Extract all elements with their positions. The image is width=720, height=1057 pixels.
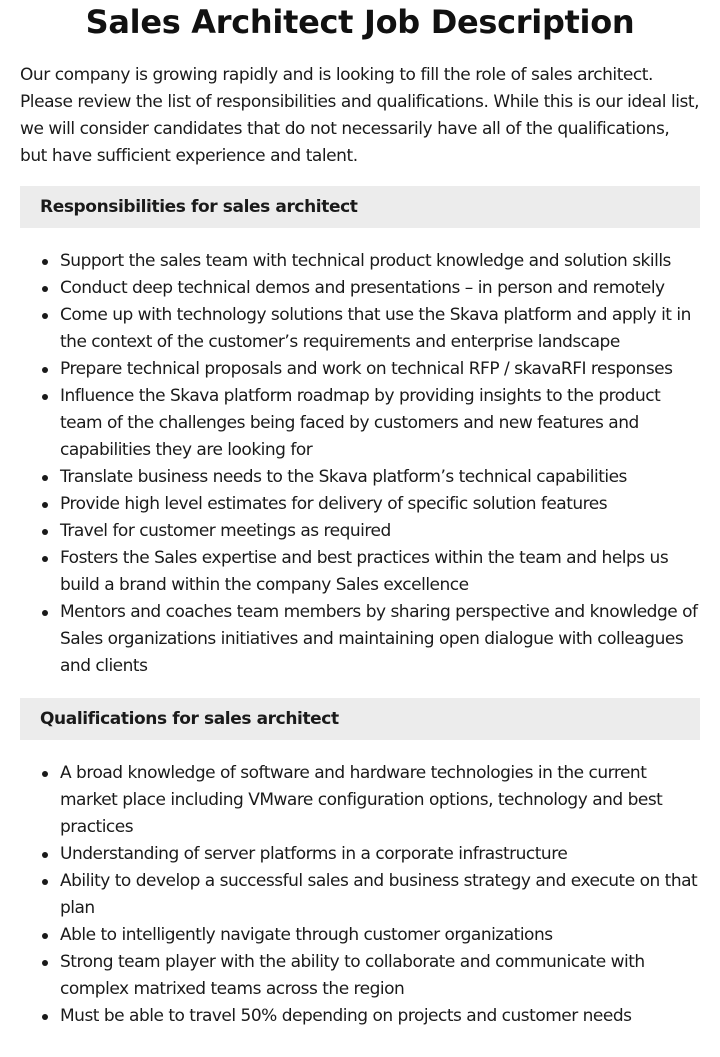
responsibilities-list <box>20 248 700 680</box>
list-item: Travel for customer meetings as required <box>60 518 700 545</box>
list-item: Conduct deep technical demos and presentations – in person and remotely <box>60 275 700 302</box>
list-item: Support the sales team with technical product knowledge and solution skills <box>60 248 700 275</box>
list-item: Come up with technology solutions that use the Skava platform and apply it in the context of the customer’s requirements and enterprise landscape <box>60 302 700 356</box>
qualifications-header <box>20 698 700 740</box>
qualifications-heading: Qualifications for sales architect <box>40 709 339 729</box>
intro-paragraph: Our company is growing rapidly and is looking to fill the role of sales architect. Please review the list of responsibilities and qualifications. While this is our ideal list, we will consider candidates that do not necessarily have all of the qualifications, but have sufficient experience and talent. <box>20 65 700 166</box>
list-item: Must be able to travel 50% depending on projects and customer needs <box>60 1003 700 1030</box>
list-item: Ability to develop a successful sales and business strategy and execute on that plan <box>60 868 700 922</box>
responsibilities-heading: Responsibilities for sales architect <box>40 197 358 217</box>
qualifications-list <box>20 760 700 1030</box>
list-item: Provide high level estimates for delivery of specific solution features <box>60 491 700 518</box>
list-item: Understanding of server platforms in a corporate infrastructure <box>60 841 700 868</box>
list-item: Influence the Skava platform roadmap by providing insights to the product team of the challenges being faced by customers and new features and capabilities they are looking for <box>60 383 700 464</box>
list-item: Prepare technical proposals and work on technical RFP / skavaRFI responses <box>60 356 700 383</box>
list-item: A broad knowledge of software and hardware technologies in the current market place including VMware configuration options, technology and best practices <box>60 760 700 841</box>
page-title: Sales Architect Job Description <box>85 3 635 41</box>
list-item: Strong team player with the ability to collaborate and communicate with complex matrixed teams across the region <box>60 949 700 1003</box>
responsibilities-section <box>20 186 700 680</box>
responsibilities-header <box>20 186 700 228</box>
list-item: Translate business needs to the Skava platform’s technical capabilities <box>60 464 700 491</box>
list-item: Fosters the Sales expertise and best practices within the team and helps us build a brand within the company Sales excellence <box>60 545 700 599</box>
list-item: Able to intelligently navigate through customer organizations <box>60 922 700 949</box>
qualifications-section <box>20 698 700 1030</box>
list-item: Mentors and coaches team members by sharing perspective and knowledge of Sales organizations initiatives and maintaining open dialogue with colleagues and clients <box>60 599 700 680</box>
